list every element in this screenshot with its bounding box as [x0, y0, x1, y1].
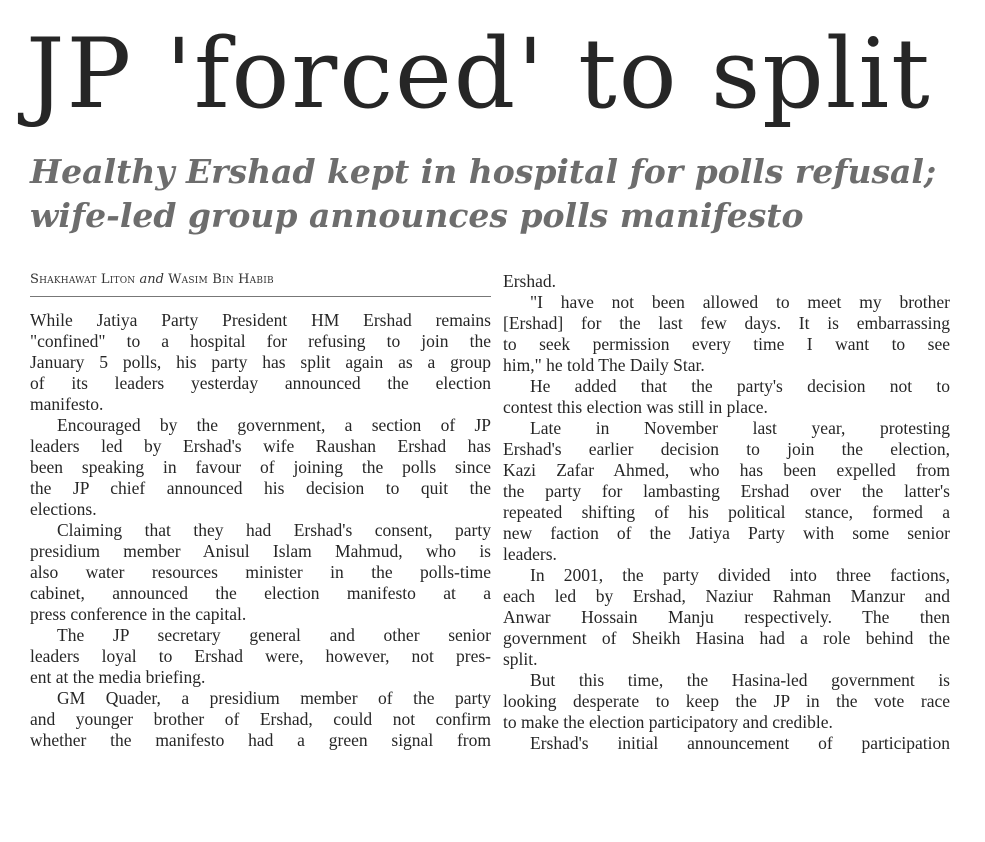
text-line: But this time, the Hasina-led government is	[530, 670, 950, 690]
text-line: leaders loyal to Ershad were, however, not pres-	[30, 646, 491, 666]
text-line: Encouraged by the government, a section of JP	[57, 415, 491, 435]
text-line: new faction of the Jatiya Party with some senior	[503, 523, 950, 543]
text-line: also water resources minister in the polls-time	[30, 562, 491, 582]
text-line: manifesto.	[30, 394, 104, 414]
text-line: presidium member Anisul Islam Mahmud, who is	[30, 541, 491, 561]
text-line: the party for lambasting Ershad over the latter's	[503, 481, 950, 501]
text-line: of its leaders yesterday announced the election	[30, 373, 491, 393]
text-line: GM Quader, a presidium member of the party	[57, 688, 491, 708]
text-line: been speaking in favour of joining the polls since	[30, 457, 491, 477]
text-line: Late in November last year, protesting	[530, 418, 950, 438]
text-line: While Jatiya Party President HM Ershad remains	[30, 310, 491, 330]
text-line: to make the election participatory and credible.	[503, 712, 833, 732]
text-line: him," he told The Daily Star.	[503, 355, 705, 375]
text-line: whether the manifesto had a green signal from	[30, 730, 491, 750]
text-line: leaders.	[503, 544, 557, 564]
text-line: Anwar Hossain Manju respectively. The then	[503, 607, 950, 627]
text-line: to seek permission every time I want to see	[503, 334, 950, 354]
text-line: Ershad's initial announcement of participation	[530, 733, 950, 753]
text-line: Kazi Zafar Ahmed, who has been expelled from	[503, 460, 950, 480]
subheadline-line: wife-led group announces polls manifesto	[30, 196, 804, 235]
text-line: elections.	[30, 499, 97, 519]
text-line: cabinet, announced the election manifesto at a	[30, 583, 491, 603]
text-line: ent at the media briefing.	[30, 667, 206, 687]
byline-author: Shakhawat Liton	[30, 272, 136, 287]
byline-author: Wasim Bin Habib	[168, 272, 274, 287]
text-line: the JP chief announced his decision to quit the	[30, 478, 491, 498]
text-line: government of Sheikh Hasina had a role behind the	[503, 628, 950, 648]
text-line: Ershad's earlier decision to join the election,	[503, 439, 950, 459]
text-line: The JP secretary general and other senior	[57, 625, 491, 645]
text-line: repeated shifting of his political stance, formed a	[503, 502, 950, 522]
byline-divider	[30, 296, 491, 297]
text-line: [Ershad] for the last few days. It is embarrassing	[503, 313, 950, 333]
text-line: looking desperate to keep the JP in the vote race	[503, 691, 950, 711]
subheadline-line: Healthy Ershad kept in hospital for polls refusal;	[30, 152, 937, 191]
text-line: contest this election was still in place.	[503, 397, 768, 417]
headline: JP 'forced' to split	[26, 18, 932, 130]
text-line: "confined" to a hospital for refusing to join the	[30, 331, 491, 351]
text-line: split.	[503, 649, 538, 669]
byline-connector: and	[139, 272, 164, 287]
subheadline	[30, 150, 970, 238]
article-column-2	[503, 271, 950, 754]
byline	[30, 271, 491, 289]
text-line: "I have not been allowed to meet my brother	[530, 292, 950, 312]
text-line: Claiming that they had Ershad's consent, party	[57, 520, 491, 540]
article-column-1	[30, 310, 491, 751]
text-line: each led by Ershad, Naziur Rahman Manzur and	[503, 586, 950, 606]
text-line: January 5 polls, his party has split again as a group	[30, 352, 491, 372]
text-line: He added that the party's decision not to	[530, 376, 950, 396]
text-line: and younger brother of Ershad, could not confirm	[30, 709, 491, 729]
text-line: press conference in the capital.	[30, 604, 247, 624]
text-line: In 2001, the party divided into three factions,	[530, 565, 950, 585]
text-line: Ershad.	[503, 271, 556, 291]
text-line: leaders led by Ershad's wife Raushan Ershad has	[30, 436, 491, 456]
